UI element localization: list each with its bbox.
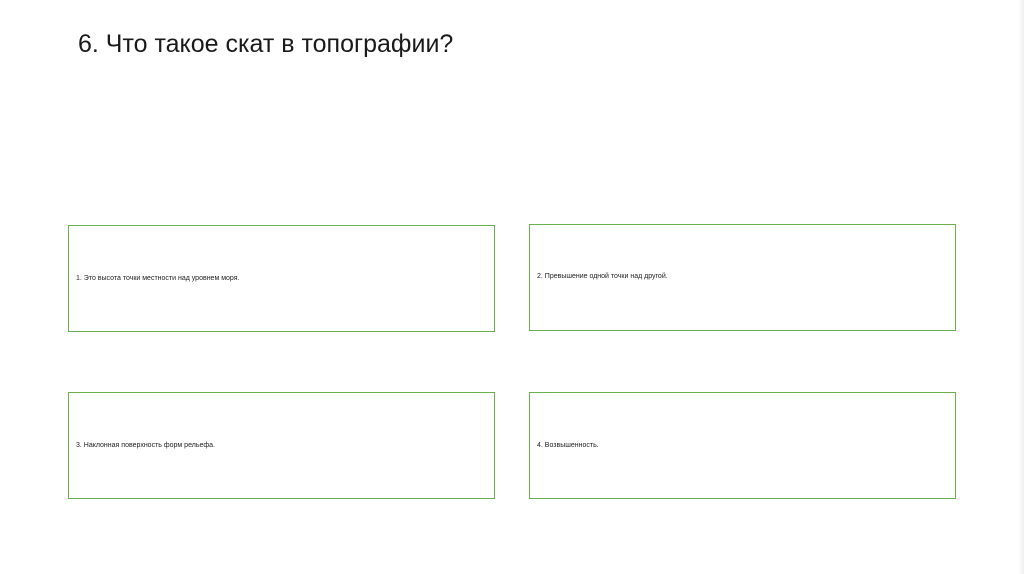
answer-option-4[interactable] <box>529 392 956 499</box>
answer-option-2-label: 2. Превышение одной точки над другой. <box>537 273 668 280</box>
answer-option-1-label: 1. Это высота точки местности над уровнем моря. <box>76 275 240 282</box>
answer-option-3-label: 3. Наклонная поверхность форм рельефа. <box>76 442 215 449</box>
answer-option-4-label: 4. Возвышенность. <box>537 442 599 449</box>
answer-option-1[interactable] <box>68 225 495 332</box>
answer-option-3[interactable] <box>68 392 495 499</box>
question-title: 6. Что такое скат в топографии? <box>78 30 454 58</box>
slide-edge-shadow <box>1018 0 1024 574</box>
answer-option-2[interactable] <box>529 224 956 331</box>
